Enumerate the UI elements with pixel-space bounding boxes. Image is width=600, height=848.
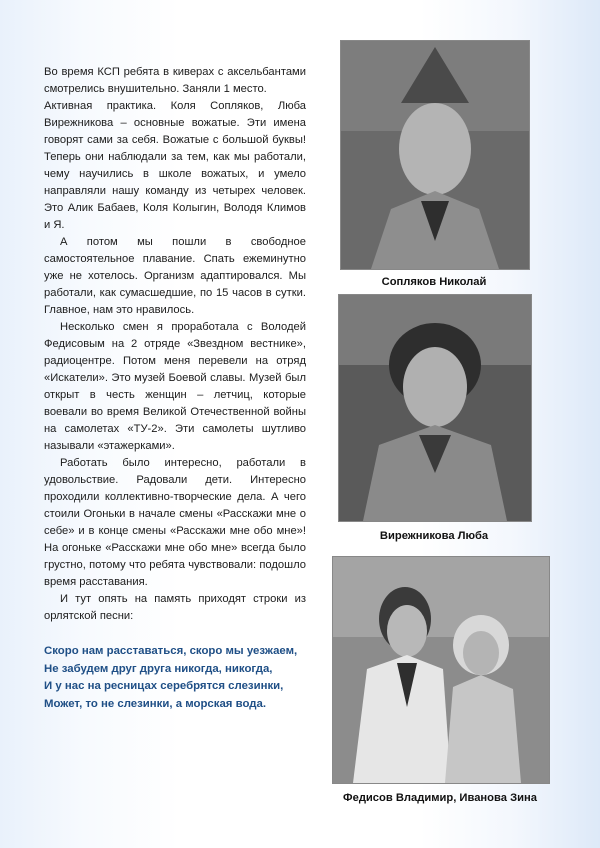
verse-line: Может, то не слезинки, а морская вода.	[44, 697, 266, 710]
photo-caption: Вирежникова Люба	[379, 530, 489, 542]
portrait-figure-icon	[341, 41, 529, 269]
paragraph: А потом мы пошли в свободное самостоятельное плавание. Спать ежеминутно уже не хотелось. Организм адаптировался. Мы работали, как сумасшедшие, по 15 часов в сутки. Главное, нам это нравилось.	[44, 236, 306, 316]
photo-fedisov-ivanova	[332, 556, 550, 784]
portrait-couple-icon	[333, 557, 549, 783]
portrait-figure-icon	[339, 295, 531, 521]
verse-line: Скоро нам расставаться, скоро мы уезжаем,	[44, 645, 298, 657]
photo-virezhnikova	[338, 294, 532, 522]
paragraph: Активная практика. Коля Сопляков, Люба Вирежникова – основные вожатые. Эти имена говорят сами за себя. Вожатые с большой буквы! Теперь они наблюдали за тем, как мы работали, чему научились в школе вожатых, и умело направляли нашу команду из четырех человек. Это Алик Бабаев, Коля Колыгин, Володя Климов и Я.	[44, 100, 306, 231]
paragraph: Работать было интересно, работали в удовольствие. Радовали дети. Интересно проходили коллективно-творческие дела. А чего стоили Огоньки в начале смены «Расскажи мне о себе» и в конце смены «Расскажи мне обо мне»! На огоньке «Расскажи мне обо мне» всегда было грустно, потому что ребята чувствовали: подошло время расставания.	[44, 457, 306, 588]
photo-soplyakov	[340, 40, 530, 270]
song-verse	[44, 643, 306, 713]
verse-line: Не забудем друг друга никогда, никогда,	[44, 662, 273, 675]
photo-caption: Сопляков Николай	[381, 276, 487, 288]
article-text	[44, 64, 306, 713]
paragraph: И тут опять на память приходят строки из орлятской песни:	[44, 593, 306, 622]
verse-line: И у нас на ресницах серебрятся слезинки,	[44, 680, 284, 692]
paragraph: Во время КСП ребята в киверах с аксельбантами смотрелись внушительно. Заняли 1 место.	[44, 66, 306, 95]
paragraph: Несколько смен я проработала с Володей Федисовым на 2 отряде «Звездном вестнике», радиоцентре. Потом меня перевели на отряд «Искатели». Это музей Боевой славы. Музей был открыт в честь женщин – летчиц, которые воевали во время Великой Отечественной войны на самолетах «ТУ-2». Эти самолеты шутливо называли «этажерками».	[44, 321, 306, 452]
photo-caption: Федисов Владимир, Иванова Зина	[343, 792, 537, 804]
